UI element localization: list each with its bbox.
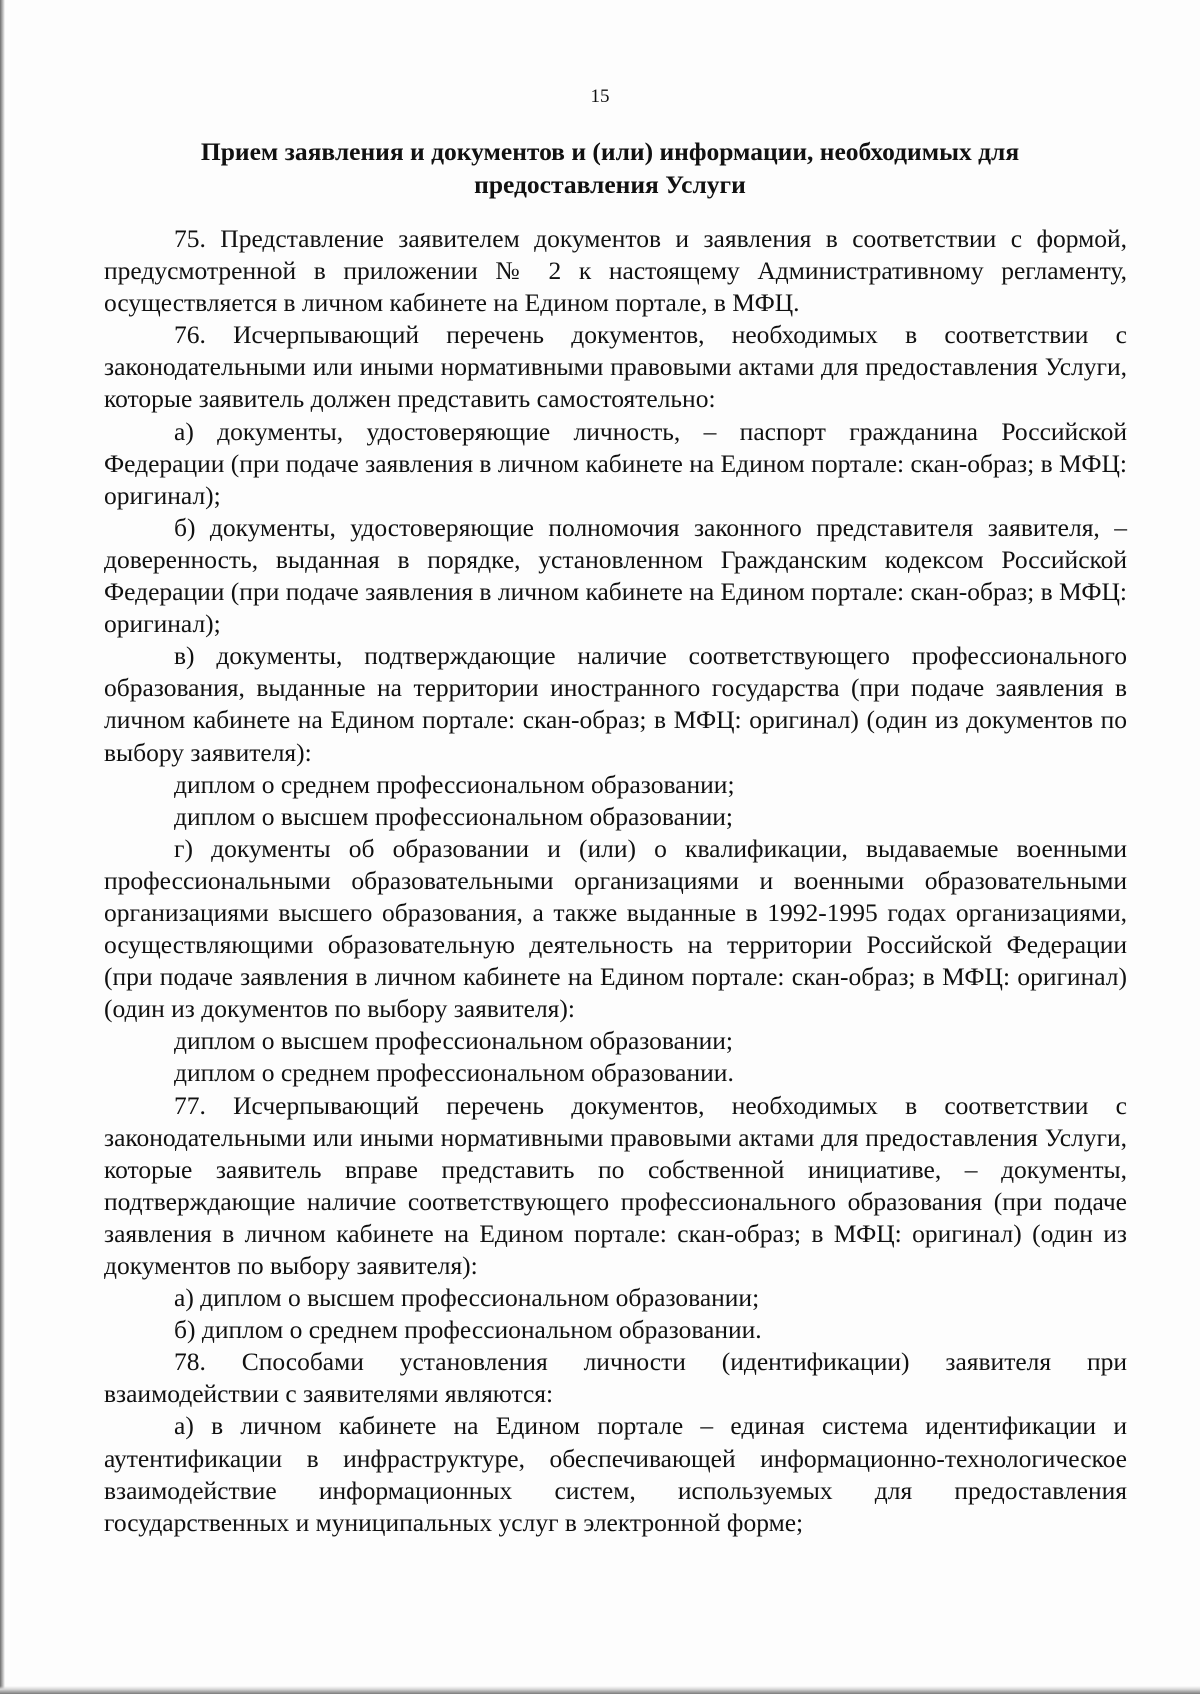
- list-item-diploma-higher: диплом о высшем профессиональном образовании;: [174, 801, 733, 831]
- document-body: [104, 223, 1127, 1539]
- section-title: Прием заявления и документов и (или) информации, необходимых для предоставления Услуги: [200, 137, 1020, 199]
- scan-edge-bottom: [0, 1686, 1200, 1694]
- paragraph-78: 78. Способами установления личности (идентификации) заявителя при взаимодействии с заявителями являются:: [104, 1347, 1127, 1409]
- list-item-76b: б) документы, удостоверяющие полномочия законного представителя заявителя, – доверенность, выданная в порядке, установленном Гражданским кодексом Российской Федерации (при подаче заявления в личном кабинете на Едином портале: скан-образ; в МФЦ: оригинал);: [104, 512, 1127, 639]
- scan-edge-left: [0, 0, 5, 1694]
- list-item-diploma-higher: диплом о высшем профессиональном образовании;: [174, 1026, 733, 1056]
- list-item-78a: а) в личном кабинете на Едином портале – единая система идентификации и аутентификации в инфраструктуре, обеспечивающей информационно-технологическое взаимодействие информационных систем, используемых для предоставления государственных и муниципальных услуг в электронной форме;: [104, 1411, 1127, 1537]
- page-number: 15: [590, 86, 610, 107]
- list-item-77b: б) диплом о среднем профессиональном образовании.: [174, 1315, 762, 1345]
- list-item-76g: г) документы об образовании и (или) о квалификации, выдаваемые военными профессиональными образовательными организациями и военными образовательными организациями высшего образования, а также выданные в 1992-1995 годах организациями, осуществляющими образовательную деятельность на территории Российской Федерации (при подаче заявления в личном кабинете на Едином портале: скан-образ; в МФЦ: оригинал) (один из документов по выбору заявителя):: [104, 833, 1127, 1024]
- list-item-diploma-secondary: диплом о среднем профессиональном образовании;: [174, 769, 735, 799]
- paragraph-77: 77. Исчерпывающий перечень документов, необходимых в соответствии с законодательными или иными нормативными правовыми актами для предоставления Услуги, которые заявитель вправе представить по собственной инициативе, – документы, подтверждающие наличие соответствующего профессионального образования (при подаче заявления в личном кабинете на Едином портале: скан-образ; в МФЦ: оригинал) (один из документов по выбору заявителя):: [104, 1090, 1127, 1280]
- paragraph-75: 75. Представление заявителем документов и заявления в соответствии с формой, предусмотренной в приложении № 2 к настоящему Административному регламенту, осуществляется в личном кабинете на Едином портале, в МФЦ.: [104, 224, 1127, 318]
- list-item-77a: а) диплом о высшем профессиональном образовании;: [174, 1283, 760, 1313]
- paragraph-76: 76. Исчерпывающий перечень документов, необходимых в соответствии с законодательными или иными нормативными правовыми актами для предоставления Услуги, которые заявитель должен представить самостоятельно:: [104, 320, 1127, 414]
- list-item-76a: а) документы, удостоверяющие личность, – паспорт гражданина Российской Федерации (при подаче заявления в личном кабинете на Едином портале: скан-образ; в МФЦ: оригинал);: [104, 416, 1127, 510]
- list-item-76v: в) документы, подтверждающие наличие соответствующего профессионального образования, выданные на территории иностранного государства (при подаче заявления в личном кабинете на Едином портале: скан-образ; в МФЦ: оригинал) (один из документов по выбору заявителя):: [104, 641, 1127, 767]
- list-item-diploma-secondary: диплом о среднем профессиональном образовании.: [174, 1058, 734, 1088]
